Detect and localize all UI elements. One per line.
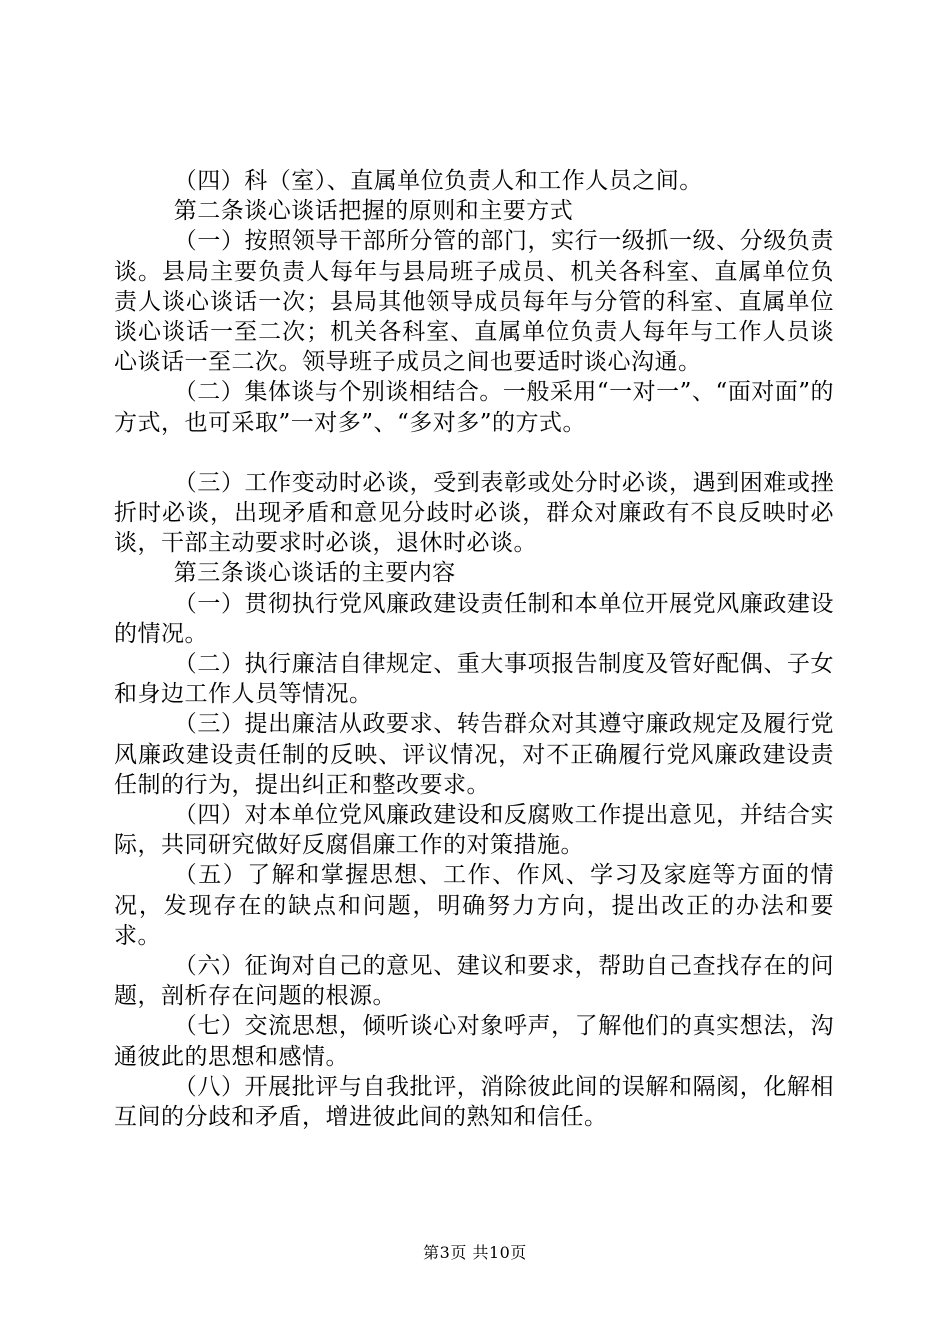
- paragraph-article-3-item-1: （一）贯彻执行党风廉政建设责任制和本单位开展党风廉政建设的情况。: [114, 590, 834, 647]
- paragraph-article-2-item-1: （一）按照领导干部所分管的部门，实行一级抓一级、分级负责谈。县局主要负责人每年与县局班子成员、机关各科室、直属单位负责人谈心谈话一次；县局其他领导成员每年与分管的科室、直属单位谈心谈话一至二次；机关各科室、直属单位负责人每年与工作人员谈心谈话一至二次。领导班子成员之间也要适时谈心沟通。: [114, 228, 834, 376]
- paragraph-article-3-item-8: （八）开展批评与自我批评，消除彼此间的误解和隔阂，化解相互间的分歧和矛盾，增进彼此间的熟知和信任。: [114, 1073, 834, 1131]
- paragraph-section-4-heading: （四）科（室）、直属单位负责人和工作人员之间。: [173, 168, 703, 194]
- paragraph-article-3-item-2: （二）执行廉洁自律规定、重大事项报告制度及管好配偶、子女和身边工作人员等情况。: [114, 651, 834, 708]
- document-body: [114, 166, 834, 1132]
- paragraph-article-3-item-7: （七）交流思想，倾听谈心对象呼声，了解他们的真实想法，沟通彼此的思想和感情。: [114, 1013, 834, 1070]
- paragraph-article-3-item-5: （五）了解和掌握思想、工作、作风、学习及家庭等方面的情况，发现存在的缺点和问题，明确努力方向，提出改正的办法和要求。: [114, 862, 834, 949]
- article-2-heading: 第二条谈心谈话把握的原则和主要方式: [173, 198, 574, 225]
- article-3-heading: 第三条谈心谈话的主要内容: [173, 560, 456, 587]
- paragraph-article-3-item-6: （六）征询对自己的意见、建议和要求，帮助自己查找存在的问题，剖析存在问题的根源。: [114, 953, 834, 1010]
- paragraph-article-2-item-2: （二）集体谈与个别谈相结合。一般采用“一对一”、“面对面”的方式，也可采取”一对多”、“多对多”的方式。: [114, 379, 834, 436]
- paragraph-article-2-item-3: （三）工作变动时必谈，受到表彰或处分时必谈，遇到困难或挫折时必谈，出现矛盾和意见分歧时必谈，群众对廉政有不良反映时必谈，干部主动要求时必谈，退休时必谈。: [114, 469, 834, 557]
- page-number-label: 第3页 共10页: [423, 1243, 527, 1262]
- page-footer: [0, 1243, 950, 1263]
- paragraph-article-3-item-3: （三）提出廉洁从政要求、转告群众对其遵守廉政规定及履行党风廉政建设责任制的反映、评议情况，对不正确履行党风廉政建设责任制的行为，提出纠正和整改要求。: [114, 711, 834, 798]
- paragraph-article-3-item-4: （四）对本单位党风廉政建设和反腐败工作提出意见，并结合实际，共同研究做好反腐倡廉工作的对策措施。: [114, 802, 834, 859]
